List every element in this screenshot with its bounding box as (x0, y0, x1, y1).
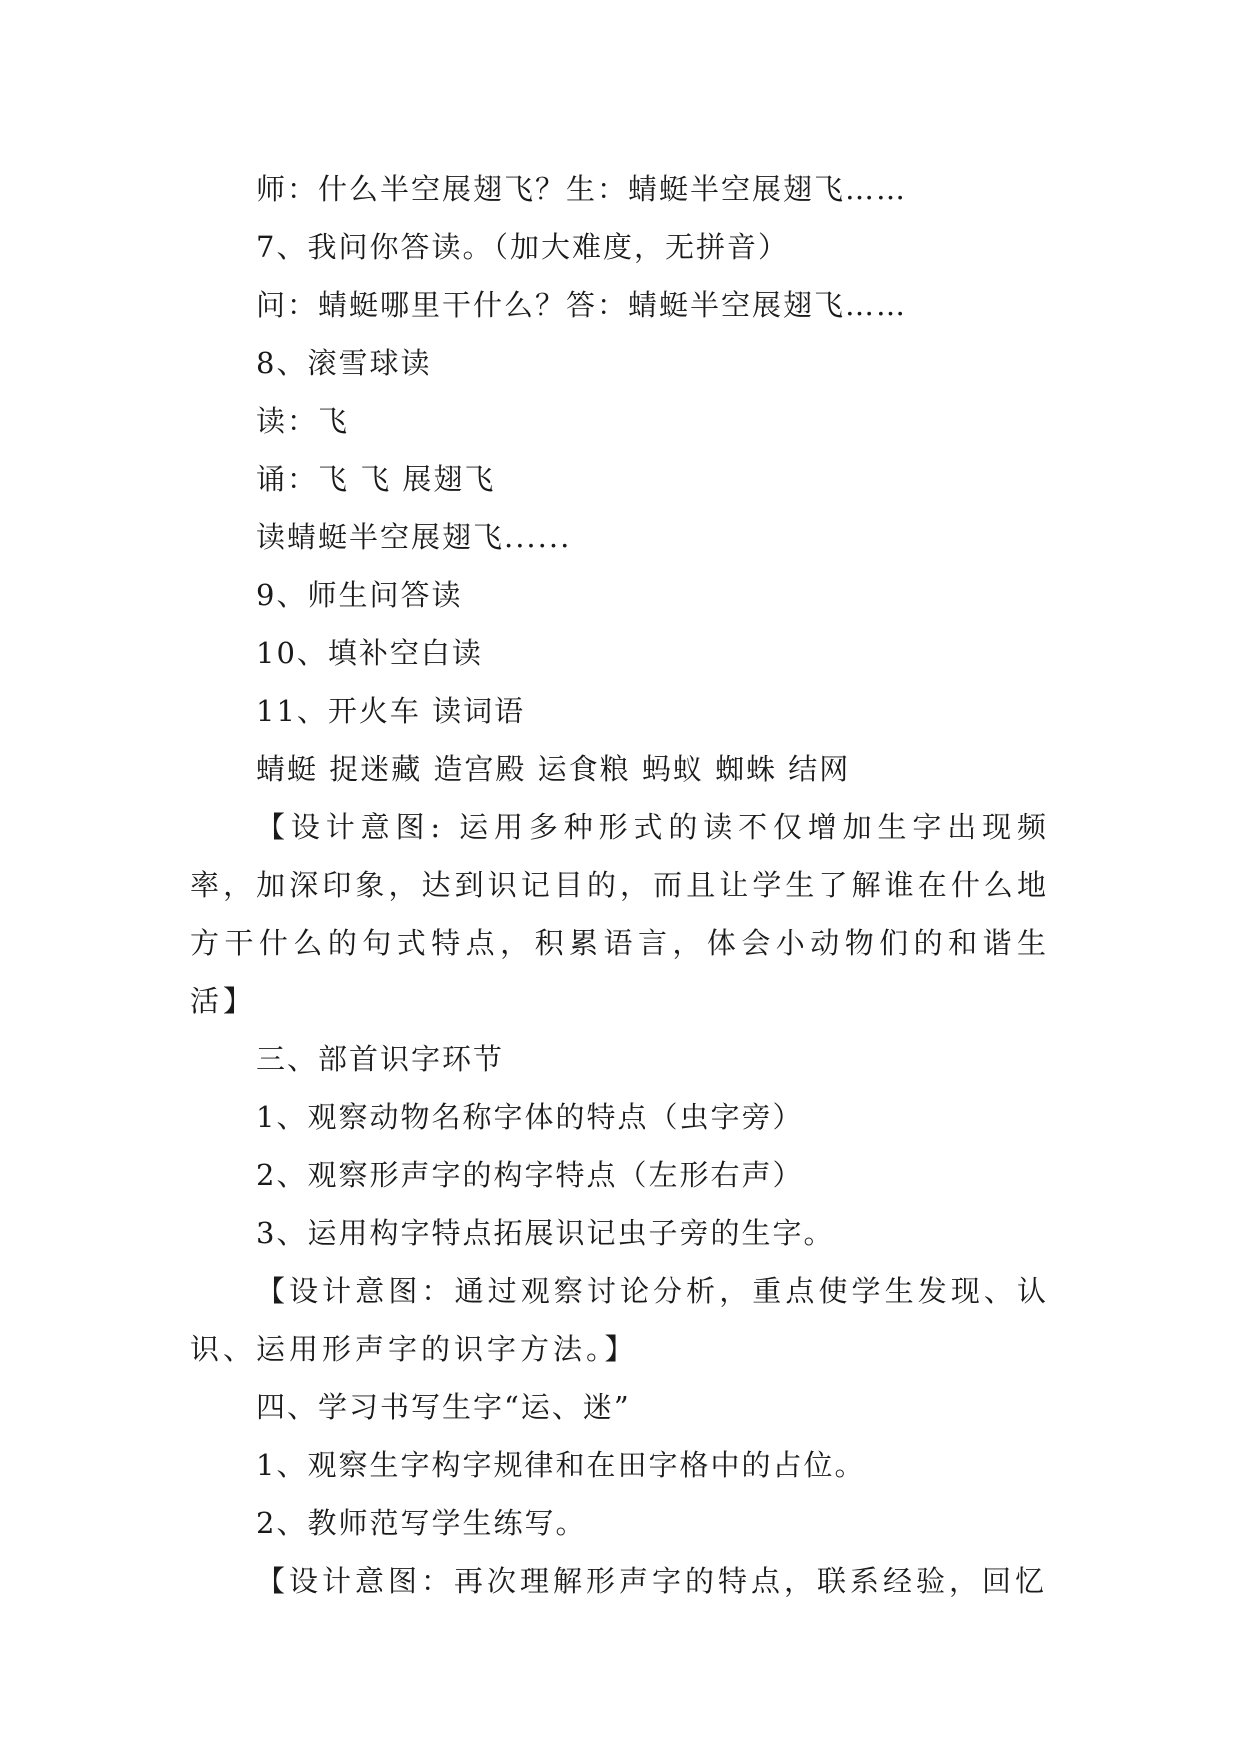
section-heading: 三、部首识字环节 (256, 1042, 505, 1076)
word-list: 蜻蜓 捉迷藏 造宫殿 运食粮 蚂蚁 蜘蛛 结网 (256, 752, 851, 786)
step-item: 9、师生问答读 (256, 578, 463, 612)
list-item: 2、教师范写学生练写。 (256, 1506, 587, 1540)
dialogue-line: 师：什么半空展翅飞？生：蜻蜓半空展翅飞…… (256, 172, 908, 206)
list-item: 2、观察形声字的构字特点（左形右声） (256, 1158, 804, 1192)
design-intent-paragraph: 【设计意图: 运用多种形式的读不仅增加生字出现频率，加深印象，达到识记目的，而且让学生了解谁在什么地方干什么的句式特点，积累语言，体会小动物们的和谐生活】 (190, 810, 1050, 1018)
design-intent-paragraph: 【设计意图：通过观察讨论分析，重点使学生发现、认识、运用形声字的识字方法。】 (190, 1274, 1050, 1366)
reading-line: 诵：飞 飞 展翅飞 (256, 462, 496, 496)
list-item: 1、观察生字构字规律和在田字格中的占位。 (256, 1448, 866, 1482)
step-item: 11、开火车 读词语 (256, 694, 526, 728)
step-item: 7、我问你答读。（加大难度，无拼音） (256, 230, 789, 264)
section-heading: 四、学习书写生字“运、迷” (256, 1390, 631, 1424)
reading-line: 读：飞 (256, 404, 350, 438)
design-intent-paragraph: 【设计意图：再次理解形声字的特点，联系经验，回忆 (256, 1564, 1049, 1598)
list-item: 1、观察动物名称字体的特点（虫字旁） (256, 1100, 804, 1134)
dialogue-line: 问：蜻蜓哪里干什么？答：蜻蜓半空展翅飞…… (256, 288, 908, 322)
document-body (190, 160, 1050, 1610)
reading-line: 读蜻蜓半空展翅飞...... (256, 520, 572, 554)
list-item: 3、运用构字特点拓展识记虫子旁的生字。 (256, 1216, 835, 1250)
step-item: 8、滚雪球读 (256, 346, 432, 380)
step-item: 10、填补空白读 (256, 636, 483, 670)
